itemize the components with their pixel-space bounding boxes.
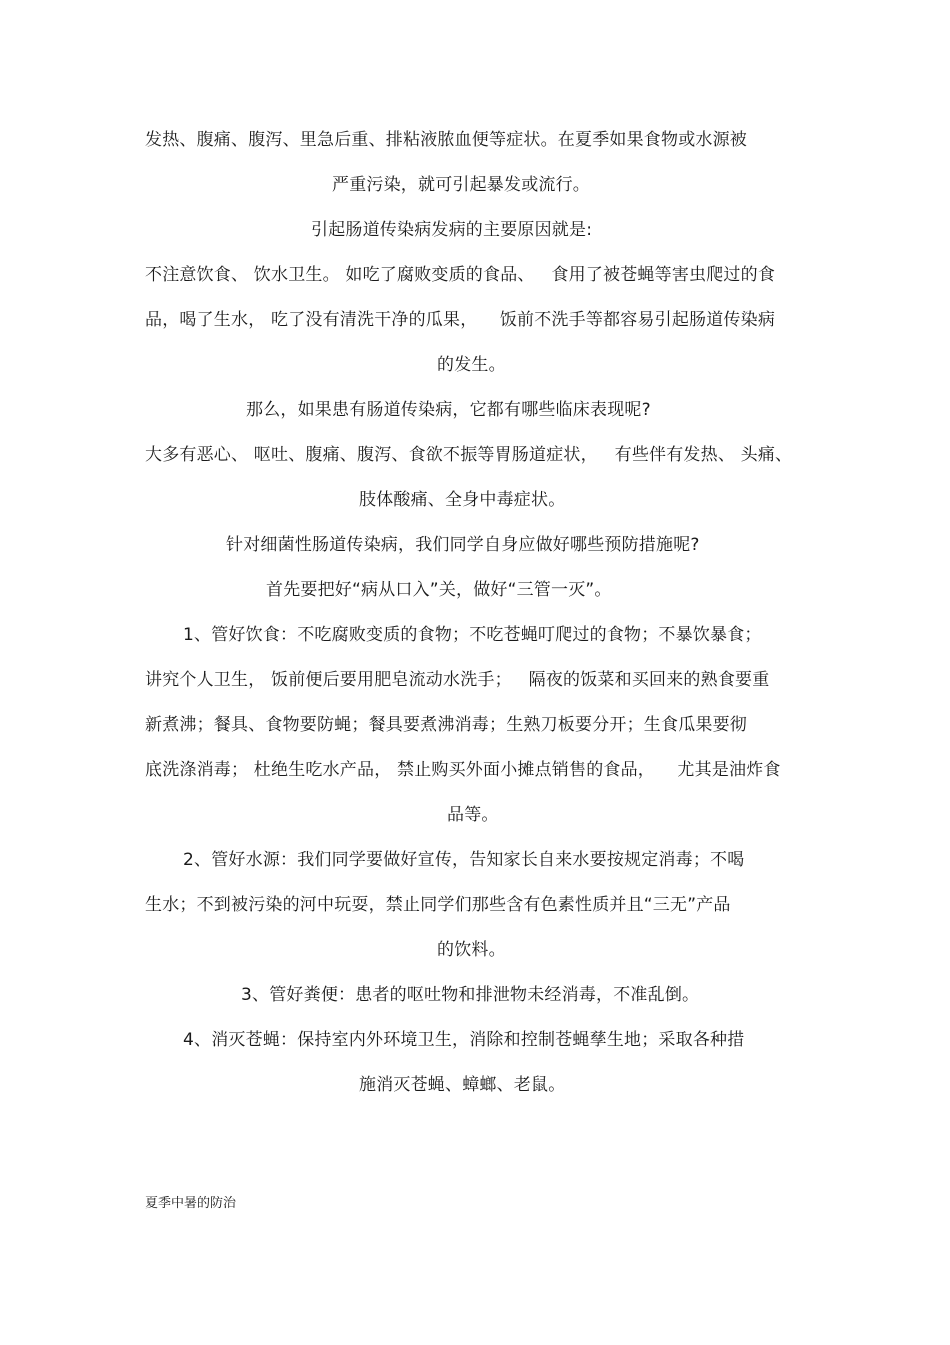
text-line: 的发生。 (437, 355, 506, 375)
text-line: 大多有恶心、 呕吐、腹痛、腹泻、食欲不振等胃肠道症状， 有些伴有发热、 头痛、 (145, 445, 793, 465)
text-line: 施消灭苍蝇、蟑螂、老鼠。 (359, 1075, 566, 1095)
text-line: 底洗涤消毒； 杜绝生吃水产品， 禁止购买外面小摊点销售的食品， 尤其是油炸食 (145, 760, 781, 780)
text-line: 4、消灭苍蝇：保持室内外环境卫生，消除和控制苍蝇孳生地；采取各种措 (183, 1030, 745, 1050)
text-line: 发热、腹痛、腹泻、里急后重、排粘液脓血便等症状。在夏季如果食物或水源被 (145, 130, 747, 150)
text-line: 3、管好粪便：患者的呕吐物和排泄物未经消毒，不准乱倒。 (241, 985, 700, 1005)
text-line: 新煮沸；餐具、食物要防蝇；餐具要煮沸消毒；生熟刀板要分开；生食瓜果要彻 (145, 715, 747, 735)
section-heading: 夏季中暑的防治 (145, 1196, 237, 1211)
text-line: 的饮料。 (437, 940, 506, 960)
text-line: 严重污染，就可引起暴发或流行。 (332, 175, 590, 195)
text-line: 品等。 (447, 805, 499, 825)
text-line: 生水；不到被污染的河中玩耍，禁止同学们那些含有色素性质并且“三无”产品 (145, 895, 731, 915)
text-line: 1、管好饮食：不吃腐败变质的食物；不吃苍蝇叮爬过的食物；不暴饮暴食； (183, 625, 762, 645)
text-line: 首先要把好“病从口入”关，做好“三管一灭”。 (266, 580, 612, 600)
text-line: 不注意饮食、 饮水卫生。 如吃了腐败变质的食品、 食用了被苍蝇等害虫爬过的食 (145, 265, 776, 285)
text-line: 引起肠道传染病发病的主要原因就是: (311, 220, 593, 240)
text-line: 针对细菌性肠道传染病，我们同学自身应做好哪些预防措施呢? (226, 535, 700, 555)
text-line: 肢体酸痛、全身中毒症状。 (359, 490, 566, 510)
text-line: 2、管好水源：我们同学要做好宣传，告知家长自来水要按规定消毒；不喝 (183, 850, 745, 870)
text-line: 那么，如果患有肠道传染病，它都有哪些临床表现呢? (246, 400, 651, 420)
text-line: 讲究个人卫生， 饭前便后要用肥皂流动水洗手； 隔夜的饭菜和买回来的熟食要重 (145, 670, 770, 690)
text-line: 品，喝了生水， 吃了没有清洗干净的瓜果， 饭前不洗手等都容易引起肠道传染病 (145, 310, 776, 330)
